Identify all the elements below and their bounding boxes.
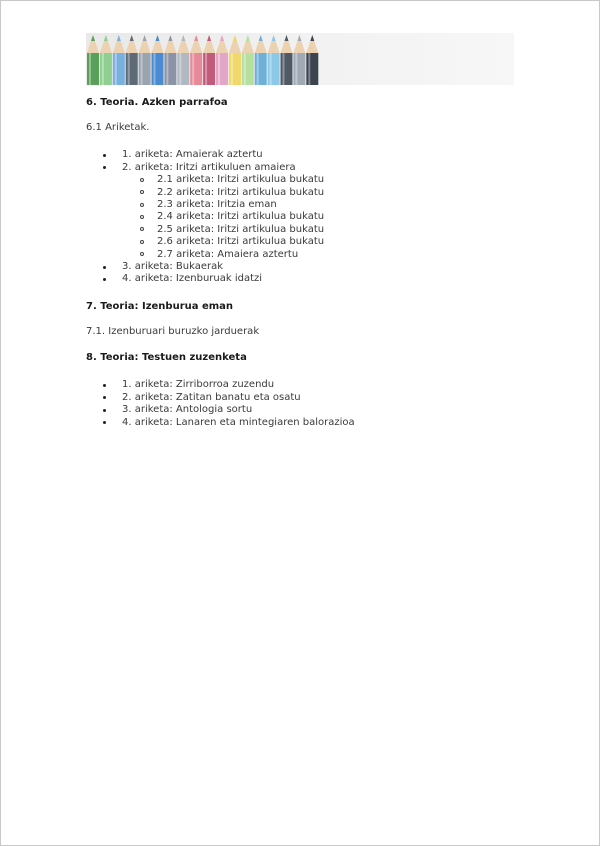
header-banner	[86, 33, 514, 85]
pencil	[152, 35, 164, 85]
exercise-list-6	[86, 149, 526, 285]
pencil	[242, 35, 254, 85]
sub-list-item[interactable]: 2.2 ariketa: Iritzi artikulua bukatu	[122, 187, 526, 199]
sub-list-item[interactable]: 2.5 ariketa: Iritzi artikulua bukatu	[122, 224, 526, 236]
sub-list-item[interactable]: 2.7 ariketa: Amaiera aztertu	[122, 249, 526, 261]
pencil	[139, 35, 151, 85]
list-item[interactable]: 1. ariketa: Amaierak aztertu	[86, 149, 526, 161]
list-item[interactable]: 1. ariketa: Zirriborroa zuzendu	[86, 379, 526, 391]
pencil	[126, 35, 138, 85]
pencil	[255, 35, 267, 85]
sub-list-item[interactable]: 2.3 ariketa: Iritzia eman	[122, 199, 526, 211]
pencil	[164, 35, 176, 85]
pencil	[306, 35, 318, 85]
pencil	[87, 35, 99, 85]
section-intro-7-1: 7.1. Izenburuari buruzko jarduerak	[86, 325, 260, 337]
sub-exercise-list-2	[122, 174, 526, 261]
section-heading-7: 7. Teoria: Izenburua eman	[86, 300, 234, 312]
sub-list-item[interactable]: 2.4 ariketa: Iritzi artikulua bukatu	[122, 211, 526, 223]
sub-list-item[interactable]: 2.6 ariketa: Iritzi artikulua bukatu	[122, 236, 526, 248]
pencil	[190, 35, 202, 85]
pencil	[113, 35, 125, 85]
list-item[interactable]: 4. ariketa: Izenburuak idatzi	[86, 273, 526, 285]
sub-list-item[interactable]: 2.1 ariketa: Iritzi artikulua bukatu	[122, 174, 526, 186]
pencil	[293, 35, 305, 85]
list-item[interactable]: 2. ariketa: Zatitan banatu eta osatu	[86, 392, 526, 404]
section-intro-6-1: 6.1 Ariketak.	[86, 122, 150, 133]
pencil	[100, 35, 112, 85]
pencil	[203, 35, 215, 85]
pencil	[177, 35, 189, 85]
list-item[interactable]: 3. ariketa: Antologia sortu	[86, 404, 526, 416]
pencil	[281, 35, 293, 85]
pencil	[268, 35, 280, 85]
list-item[interactable]: 3. ariketa: Bukaerak	[86, 261, 526, 273]
pencil	[216, 35, 228, 85]
section-heading-8: 8. Teoria: Testuen zuzenketa	[86, 352, 247, 364]
list-item[interactable]: 2. ariketa: Iritzi artikuluen amaiera 2.1 ariketa: Iritzi artikulua bukatu 2.2 ariketa: Iritzi artikulua bukatu 2.3 ariketa: Iritzia eman 2.4 ariketa: Iritzi artikulua bukatu 2.5 ariketa: Iritzi artikulua bukatu 2.6 ariketa: Iritzi artikulua bukatu 2.7 ariketa: Amaiera aztertu	[86, 162, 526, 261]
colored-pencils-image	[86, 33, 514, 85]
pencil	[229, 35, 241, 85]
list-item[interactable]: 4. ariketa: Lanaren eta mintegiaren balorazioa	[86, 417, 526, 429]
exercise-list-8	[86, 379, 526, 429]
document-content	[86, 97, 526, 429]
section-heading-6: 6. Teoria. Azken parrafoa	[86, 97, 228, 108]
